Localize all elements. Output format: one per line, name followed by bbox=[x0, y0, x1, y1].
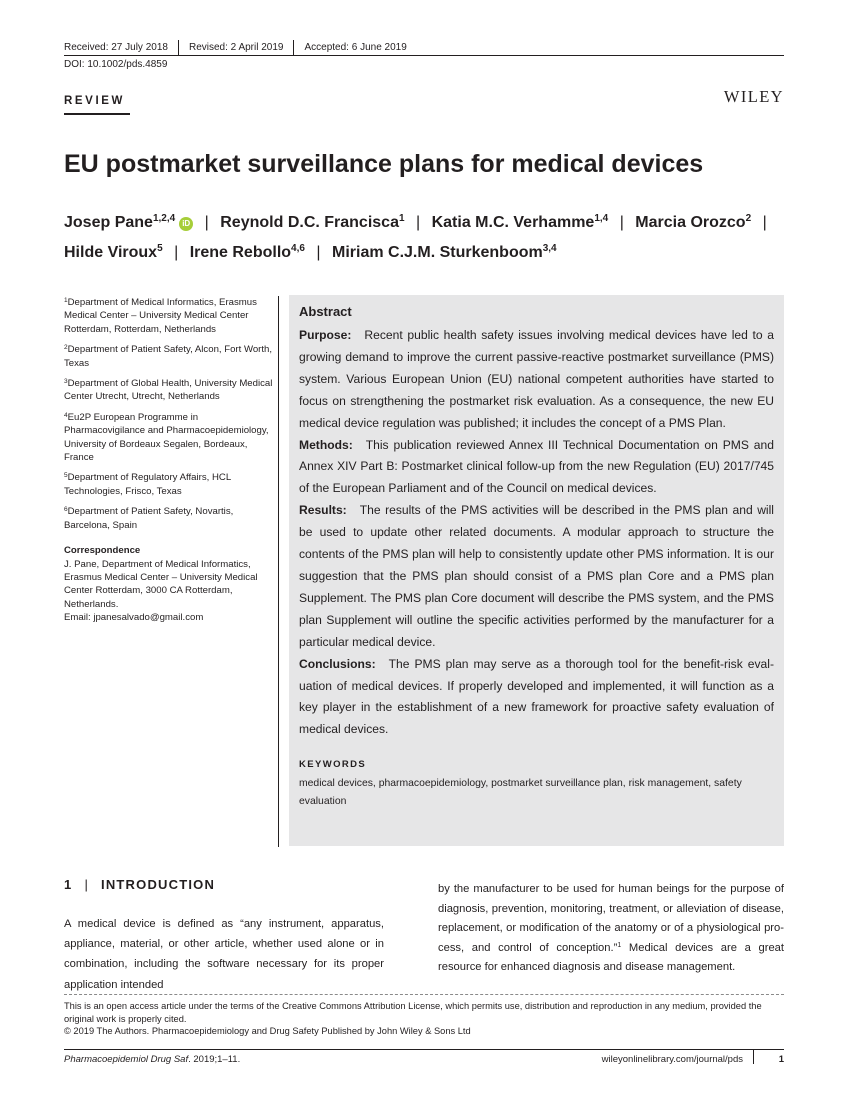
affiliation-item bbox=[64, 296, 274, 336]
author-name[interactable]: Reynold D.C. Francisca bbox=[220, 214, 399, 231]
heading-separator: | bbox=[84, 877, 90, 892]
author-name[interactable]: Katia M.C. Verhamme bbox=[431, 214, 595, 231]
accepted-date: Accepted: 6 June 2019 bbox=[304, 42, 407, 53]
affiliation-number: 1 bbox=[64, 297, 68, 304]
methods-label: Methods: bbox=[299, 437, 353, 452]
affiliation-number: 4 bbox=[64, 411, 68, 419]
author-name[interactable]: Irene Rebollo bbox=[189, 244, 292, 261]
journal-citation bbox=[64, 1054, 240, 1065]
author-affiliation-sup: 2 bbox=[745, 213, 752, 224]
introduction-right-column bbox=[438, 880, 784, 978]
received-date: Received: 27 July 2018 bbox=[64, 42, 168, 53]
affiliation-number: 2 bbox=[64, 344, 68, 352]
affiliation-text: Department of Medical Informatics, Erasmus Medical Center – University Medical Center Rotterdam, Rotterdam, Netherlands bbox=[64, 297, 257, 335]
page-number: 1 bbox=[778, 1054, 784, 1065]
author-affiliation-sup: 5 bbox=[157, 243, 163, 254]
abstract-conclusions bbox=[299, 654, 774, 742]
abstract-methods bbox=[299, 435, 774, 501]
affiliation-text: Eu2P European Programme in Pharmacovigilance and Pharmacoepidemiology, University of Bordeaux Segalen, Bordeaux, France bbox=[64, 411, 269, 464]
affiliation-number: 5 bbox=[64, 472, 68, 480]
orcid-icon[interactable]: iD bbox=[179, 217, 193, 231]
author-list bbox=[64, 208, 794, 268]
affiliation-text: Department of Patient Safety, Alcon, Fort Worth, Texas bbox=[64, 344, 273, 369]
revised-date: Revised: 2 April 2019 bbox=[188, 42, 284, 53]
column-divider bbox=[278, 296, 279, 847]
affiliation-item bbox=[64, 505, 274, 532]
footer-separator bbox=[753, 1050, 754, 1064]
correspondence-email[interactable]: Email: jpanesalvado@gmail.com bbox=[64, 612, 204, 624]
journal-name: Pharmacoepidemiol Drug Saf bbox=[64, 1054, 189, 1065]
author-line bbox=[64, 238, 794, 268]
results-text: The results of the PMS activities will be described in the PMS plan and will be used to update other related documents. A modular approach to structure the contents of the PMS plan will help to consistently update other PMS information. It is our suggestion that the PMS plan should consist of a PMS plan Core and a PMS plan Supplement. The PMS plan Core document will describe the PMS system, and the PMS plan Supplement will outline the specific activities performed by the manufacturer for a particular medical device. bbox=[299, 503, 774, 649]
author-separator: | bbox=[316, 244, 321, 261]
correspondence-text: J. Pane, Department of Medical Informatics, Erasmus Medical Center – University Medical Center Rotterdam, 3000 CA Rotterdam, Netherlands. bbox=[64, 558, 258, 610]
author-affiliation-sup: 1 bbox=[398, 213, 405, 224]
section-title: INTRODUCTION bbox=[101, 877, 216, 892]
conclusions-label: Conclusions: bbox=[299, 656, 376, 671]
keywords-heading: KEYWORDS bbox=[299, 759, 367, 771]
header-rule bbox=[64, 55, 784, 56]
purpose-text: Recent public health safety issues involving medical devices have led to a growing demand to improve the current passive-reactive postmarket surveillance (PMS) system. Various European Union (EU) national competent authorities have started to focus on strengthening the postmarket risk evaluation. As a consequence, the new EU medical device regulation was published; it includes the concept of a PMS Plan. bbox=[299, 328, 774, 430]
date-divider bbox=[178, 40, 179, 55]
affiliation-text: Department of Global Health, University Medical Center Utrecht, Utrecht, Netherlands bbox=[64, 378, 273, 403]
affiliation-number: 6 bbox=[64, 506, 68, 514]
footer-rule bbox=[64, 1049, 784, 1050]
author-name[interactable]: Marcia Orozco bbox=[635, 214, 746, 231]
doi[interactable]: DOI: 10.1002/pds.4859 bbox=[64, 59, 168, 70]
abstract-box bbox=[289, 295, 784, 846]
intro-right-text-end: Medical devices are a great resource for enhanced diagnosis and disease management. bbox=[438, 941, 784, 973]
methods-text: This publication reviewed Annex III Technical Documentation on PMS and Annex XIV Part B: Postmarket clinical follow-up from the new Regulation (EU) 2017/745 of the European Parliament and of the Council on medical devices. bbox=[299, 437, 774, 496]
author-affiliation-sup: 4,6 bbox=[291, 243, 305, 254]
publisher-logo: WILEY bbox=[723, 87, 784, 106]
results-label: Results: bbox=[299, 503, 347, 518]
purpose-label: Purpose: bbox=[299, 328, 352, 342]
correspondence-heading: Correspondence bbox=[64, 545, 141, 557]
author-separator: | bbox=[415, 214, 421, 231]
affiliation-text: Department of Patient Safety, Novartis, Barcelona, Spain bbox=[64, 506, 234, 531]
citation-ref[interactable]: 1 bbox=[617, 941, 622, 949]
author-name[interactable]: Miriam C.J.M. Sturkenboom bbox=[332, 244, 543, 261]
date-divider bbox=[293, 40, 294, 55]
author-name[interactable]: Josep Pane bbox=[64, 214, 153, 231]
author-name[interactable]: Hilde Viroux bbox=[64, 244, 158, 261]
author-separator: | bbox=[762, 214, 767, 231]
abstract-heading: Abstract bbox=[299, 304, 352, 319]
footer-dashed-rule bbox=[64, 994, 784, 995]
author-affiliation-sup: 1,2,4 bbox=[152, 213, 176, 224]
affiliation-item bbox=[64, 471, 274, 498]
intro-right-text: by the manufacturer to be used for human beings for the purpose of diagnosis, prevention, monitoring, treatment, or alleviation of disease, replacement, or modification of the anatomy or of a physiological process, and control of conception.” bbox=[438, 883, 784, 954]
author-separator: | bbox=[204, 214, 209, 231]
author-separator: | bbox=[619, 214, 624, 231]
keywords-text: medical devices, pharmacoepidemiology, postmarket surveillance plan, risk management, safety evaluation bbox=[299, 778, 742, 808]
affiliation-item bbox=[64, 377, 274, 404]
journal-website[interactable]: wileyonlinelibrary.com/journal/pds bbox=[601, 1054, 743, 1065]
conclusions-text: The PMS plan may serve as a thorough tool for the benefit-risk evaluation of medical devices. If properly developed and implemented, it will function as a key player in the establishment of a new framework for proactive safety evaluation of medical devices. bbox=[299, 656, 774, 737]
abstract-results bbox=[299, 500, 774, 653]
affiliations bbox=[64, 296, 274, 625]
author-separator: | bbox=[174, 244, 179, 261]
affiliation-number: 3 bbox=[64, 378, 68, 386]
license-text: This is an open access article under the terms of the Creative Commons Attribution License, which permits use, distribution and reproduction in any medium, provided the original work is properly cited. bbox=[64, 1001, 762, 1024]
section-underline bbox=[64, 113, 130, 115]
author-line bbox=[64, 208, 794, 238]
section-number: 1 bbox=[64, 877, 73, 892]
affiliation-item bbox=[64, 411, 274, 465]
affiliation-item bbox=[64, 343, 274, 370]
article-title: EU postmarket surveillance plans for medical devices bbox=[64, 150, 704, 178]
article-dates bbox=[64, 40, 407, 55]
journal-volume: . 2019;1–11. bbox=[188, 1054, 241, 1065]
affiliation-text: Department of Regulatory Affairs, HCL Technologies, Frisco, Texas bbox=[64, 472, 231, 497]
license-notice bbox=[64, 1000, 789, 1038]
introduction-heading bbox=[64, 877, 215, 892]
abstract-purpose bbox=[299, 325, 774, 435]
author-affiliation-sup: 3,4 bbox=[542, 243, 557, 254]
author-affiliation-sup: 1,4 bbox=[594, 213, 609, 224]
introduction-left-column: A medical device is defined as “any instrument, apparatus, appliance, material, or other article, whether used alone or in combination, including the software necessary for its proper application intended bbox=[64, 918, 384, 991]
copyright-text: © 2019 The Authors. Pharmacoepidemiology and Drug Safety Published by John Wiley & Sons Ltd bbox=[64, 1026, 471, 1037]
section-label: REVIEW bbox=[64, 95, 125, 107]
